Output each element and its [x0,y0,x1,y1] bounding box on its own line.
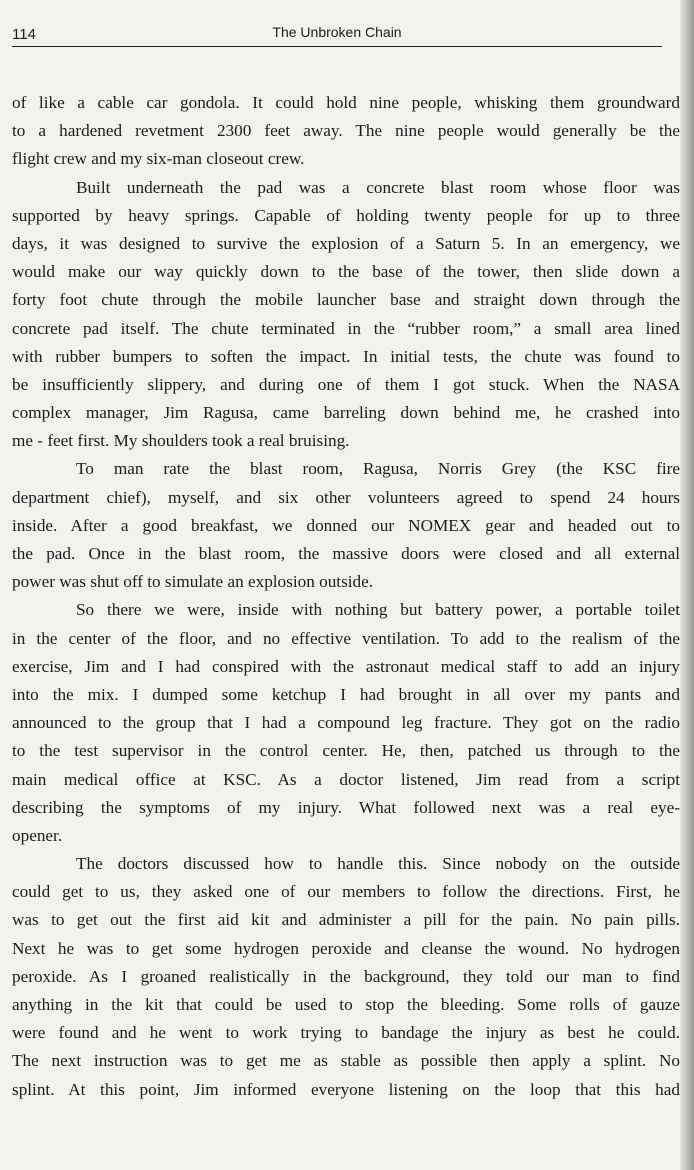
text-line: me - feet first. My shoulders took a real bruising. [12,431,350,451]
text-line: flight crew and my six-man closeout crew. [12,149,305,169]
paragraph [12,455,680,596]
text-line: main medical office at KSC. As a doctor listened, Jim read from a script [12,769,680,789]
text-line: the pad. Once in the blast room, the massive doors were closed and all external [12,544,680,563]
text-line: anything in the kit that could be used to stop the bleeding. Some rolls of gauze [12,995,680,1014]
running-header [12,24,662,47]
text-line: of like a cable car gondola. It could hold nine people, whisking them groundward [12,93,680,112]
running-title: The Unbroken Chain [272,24,402,40]
text-line: Built underneath the pad was a concrete blast room whose floor was [76,177,680,197]
text-line: splint. At this point, Jim informed everyone listening on the loop that this had [12,1079,680,1099]
text-line: The doctors discussed how to handle this. Since nobody on the outside [76,854,680,874]
text-line: complex manager, Jim Ragusa, came barreling down behind me, he crashed into [12,403,680,423]
text-line: supported by heavy springs. Capable of holding twenty people for up to three [12,205,680,225]
body-text [12,89,680,1104]
text-line: opener. [12,825,63,845]
text-line: exercise, Jim and I had conspired with the astronaut medical staff to add an injury [12,656,680,676]
text-line: with rubber bumpers to soften the impact. In initial tests, the chute was found to [12,346,680,366]
text-line: into the mix. I dumped some ketchup I had brought in all over my pants and [12,684,680,704]
text-line: days, it was designed to survive the explosion of a Saturn 5. In an emergency, we [12,233,680,253]
text-line: The next instruction was to get me as stable as possible then apply a splint. No [12,1051,680,1071]
paragraph [12,850,680,1104]
page-edge-shadow [680,0,694,1170]
text-line: So there we were, inside with nothing but battery power, a portable toilet [76,600,680,620]
text-line: announced to the group that I had a compound leg fracture. They got on the radio [12,713,680,733]
text-line: in the center of the floor, and no effective ventilation. To add to the realism of the [12,628,680,648]
text-line: to a hardened revetment 2300 feet away. The nine people would generally be the [12,121,680,141]
text-line: would make our way quickly down to the base of the tower, then slide down a [12,262,680,282]
text-line: be insufficiently slippery, and during one of them I got stuck. When the NASA [12,374,680,394]
text-line: inside. After a good breakfast, we donned our NOMEX gear and headed out to [12,515,680,535]
text-line: power was shut off to simulate an explosion outside. [12,572,374,592]
paragraph [12,89,680,174]
text-line: concrete pad itself. The chute terminated in the “rubber room,” a small area lined [12,318,680,338]
text-line: describing the symptoms of my injury. What followed next was a real eye- [12,797,680,817]
text-line: could get to us, they asked one of our members to follow the directions. First, he [12,882,680,902]
text-line: To man rate the blast room, Ragusa, Norris Grey (the KSC fire [76,459,680,479]
text-line: forty foot chute through the mobile launcher base and straight down through the [12,290,680,310]
text-line: department chief), myself, and six other volunteers agreed to spend 24 hours [12,487,680,507]
paragraph [12,596,680,850]
text-line: was to get out the first aid kit and administer a pill for the pain. No pain pills. [12,910,680,930]
text-line: peroxide. As I groaned realistically in the background, they told our man to find [12,966,680,986]
text-line: Next he was to get some hydrogen peroxide and cleanse the wound. No hydrogen [12,938,680,958]
text-line: were found and he went to work trying to bandage the injury as best he could. [12,1023,680,1043]
text-line: to the test supervisor in the control center. He, then, patched us through to the [12,741,680,761]
paragraph [12,174,680,456]
page-number: 114 [12,26,36,43]
